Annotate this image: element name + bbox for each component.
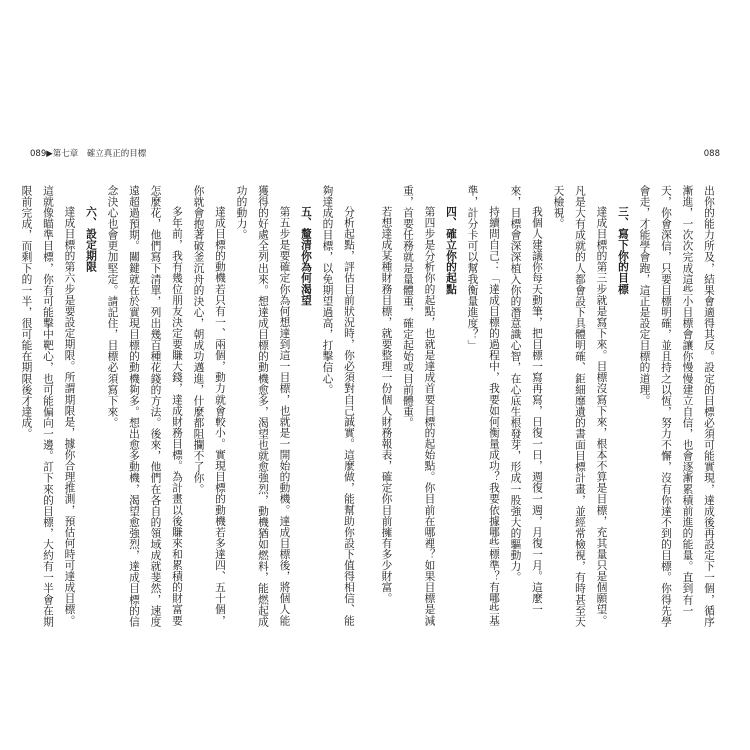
left-page-number: 089 — [30, 149, 47, 159]
right-page-number: 088 — [703, 149, 720, 159]
text-line: 分析起點，評估目前狀況時，你必須對自己誠實。這麼做，能幫助你設下值得相信、能 — [343, 206, 356, 627]
text-line: 我個人建議你每天動筆，把目標一寫再寫，日復一日，週復一週，月復一月。這麼一 — [531, 206, 544, 616]
text-line: 達成目標的動機若只有一、兩個，動力就會較小。實現目標的動機若多達四、五十個， — [214, 206, 227, 627]
left-page-header — [30, 147, 146, 161]
text-line: 功的動力。 — [235, 185, 249, 241]
text-line: 來，目標會深深植入你的潛意識心智，在心底生根發芽，形成一股強大的驅動力。 — [509, 185, 523, 583]
right-page-body — [380, 185, 720, 627]
section-heading-3: 三、寫下你的目標 — [617, 206, 630, 295]
text-line: 第五步是要確定你為何想達到這一目標，也就是一開始的動機。達成目標後，將個人能 — [278, 206, 292, 627]
section-heading-6: 六、設定期限 — [85, 206, 98, 273]
text-line: 獲得的好處全列出來。想達成目標的動機愈多，渴望也就愈強烈，動機猶如燃料，能燃起成 — [257, 185, 270, 627]
section-heading-4: 四、確立你的起點 — [445, 206, 458, 295]
triangle-marker-icon: ▶ — [46, 149, 53, 159]
text-line: 遠超過預期。關鍵就在於實現目標的動機夠多。想出愈多動機，渴望愈強烈，達成目標的信 — [128, 185, 141, 627]
text-line: 限前完成，而剩下的一半，很可能在期限後才達成。 — [20, 185, 34, 440]
left-page-body — [20, 185, 360, 627]
text-line: 出你的能力所及，結果會適得其反。設定的目標必須可能實現，達成後再設定下一個，循序 — [703, 185, 716, 627]
text-line: 怎麼花，他們寫下清單，列出幾百種花錢的方法。後來，他們在各自的領域成就斐然，速度 — [149, 185, 163, 627]
text-line: 準，計分卡可以幫我衡量進度？」 — [466, 185, 480, 351]
text-line: 達成目標的第六步是要設定期限。所謂期限是，據你合理推測，預估何時可達成目標。 — [63, 206, 77, 627]
text-line: 念決心也會更加堅定。請記住，目標必須寫下來。 — [106, 185, 120, 429]
text-line: 達成目標的第三步就是寫下來。目標沒寫下來，根本不算是目標，充其量只是個願望。 — [595, 206, 609, 627]
text-line: 你就會抱著破釜沉舟的決心，朝成功邁進，什麼都阻攔不了你。 — [192, 185, 206, 495]
text-line: 若想達成某種財務目標，就要整理一份個人財務報表，確定你目前擁有多少財富。 — [380, 206, 394, 605]
text-line: 天，你會深信，只要目標明確，並且持之以恆，努力不懈，沒有你達不到的目標。你得先學 — [660, 185, 673, 627]
chapter-title: 第七章 確立真正的目標 — [52, 149, 147, 159]
text-line: 會走，才能學會跑，這正是設定目標的道理。 — [638, 185, 652, 406]
section-heading-5: 五、釐清你為何渴望 — [300, 206, 313, 306]
text-line: 持續問自己：「達成目標的過程中，我要如何衡量成功？我要依據哪些標準？有哪些基 — [488, 206, 501, 627]
text-line: 凡是大有成就的人都會設下具體明確、鉅細靡遺的書面目標計畫，並經常檢視，有時甚至天 — [574, 185, 587, 627]
text-line: 漸進，一次次完成這些小目標會讓你慢慢建立自信，也會逐漸累積前進的能量。直到有一 — [681, 185, 695, 616]
text-line: 天檢視。 — [552, 185, 566, 230]
text-line: 重，首要任務就是量體重，確定起始或目前體重。 — [402, 185, 415, 429]
text-line: 夠達成的目標，以免期望過高，打擊信心。 — [321, 185, 335, 395]
text-line: 多年前，我有幾位朋友決定要賺大錢，達成財務目標。為計畫以後賺來和累積的財富要 — [171, 206, 184, 627]
running-header — [30, 147, 720, 161]
text-line: 這就像瞄準目標，你有可能擊中靶心，也可能偏向一邊。訂下來的目標，大約有一半會在期 — [42, 185, 55, 627]
text-line: 第四步是分析你的起點，也就是達成首要目標的起始點。你目前在哪裡？如果目標是減 — [423, 206, 437, 627]
